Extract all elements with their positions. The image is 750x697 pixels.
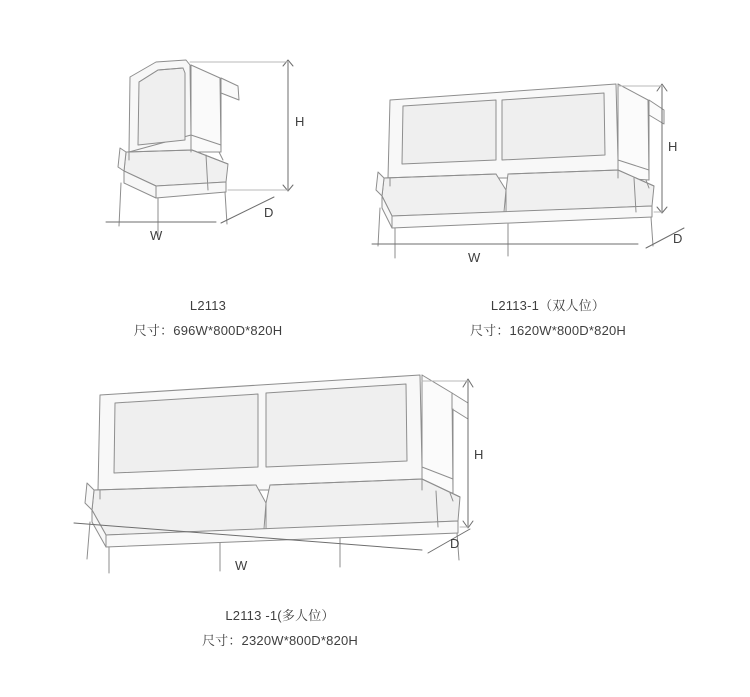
single-seat-caption bbox=[88, 295, 328, 341]
multi-seat-name: L2113 -1(多人位） bbox=[225, 608, 335, 623]
single-seat-dimensions: 尺寸：696W*800D*820H bbox=[133, 323, 283, 338]
figure-single-seat bbox=[88, 40, 328, 250]
single-seat-drawing bbox=[88, 40, 328, 250]
multi-seat-height-label: H bbox=[474, 447, 484, 462]
multi-seat-caption bbox=[130, 605, 430, 651]
single-seat-name: L2113 bbox=[189, 298, 227, 313]
two-seat-name: L2113-1（双人位） bbox=[490, 298, 606, 313]
single-seat-depth-label: D bbox=[264, 205, 274, 220]
two-seat-depth-label: D bbox=[673, 231, 683, 246]
single-seat-height-label: H bbox=[295, 114, 305, 129]
two-seat-width-label: W bbox=[468, 250, 481, 265]
two-seat-drawing bbox=[368, 60, 688, 265]
single-seat-width-label: W bbox=[150, 228, 163, 243]
multi-seat-dimensions: 尺寸：2320W*800D*820H bbox=[201, 633, 359, 648]
multi-seat-drawing bbox=[70, 355, 490, 575]
figure-multi-seat bbox=[70, 355, 490, 575]
multi-seat-width-label: W bbox=[235, 558, 248, 573]
two-seat-caption bbox=[388, 295, 708, 341]
two-seat-dimensions: 尺寸：1620W*800D*820H bbox=[469, 323, 627, 338]
multi-seat-depth-label: D bbox=[450, 536, 460, 551]
two-seat-height-label: H bbox=[668, 139, 678, 154]
figure-two-seat bbox=[368, 60, 688, 265]
